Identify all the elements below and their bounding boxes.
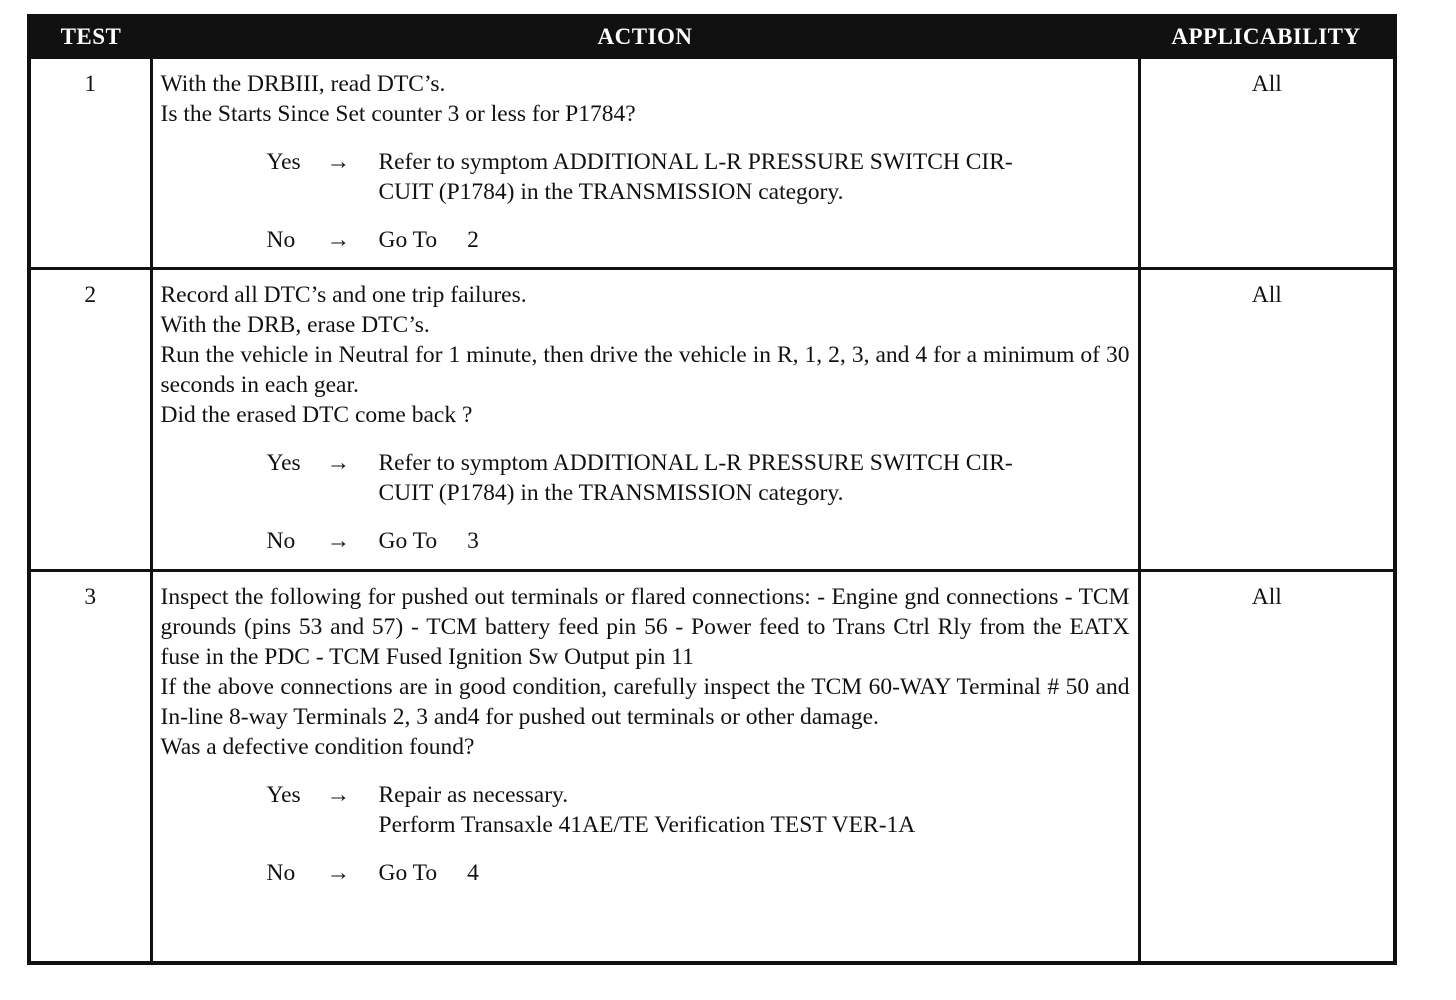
- yes-response: [161, 147, 1130, 207]
- right-arrow-icon: →: [326, 149, 350, 175]
- test-number: 3: [29, 571, 151, 963]
- no-response: [161, 225, 1130, 255]
- no-text: [379, 858, 1130, 888]
- no-label: No: [266, 860, 296, 886]
- action-cell: [151, 58, 1139, 269]
- applicability-cell: All: [1139, 269, 1395, 571]
- applicability-cell: All: [1139, 58, 1395, 269]
- goto-target: 2: [467, 227, 479, 253]
- action-line: With the DRBIII, read DTC’s.: [160, 71, 446, 97]
- no-response: [161, 526, 1130, 556]
- action-line: Did the erased DTC come back ?: [160, 402, 473, 428]
- yes-text-line: CUIT (P1784) in the TRANSMISSION category.: [378, 179, 844, 205]
- yes-text-line: Refer to symptom ADDITIONAL L-R PRESSURE SWITCH CIR-: [378, 450, 1013, 476]
- action-line: Record all DTC’s and one trip failures.: [160, 282, 527, 308]
- right-arrow-icon: →: [326, 528, 350, 554]
- goto-text: Go To: [378, 860, 438, 886]
- no-text: [379, 526, 1130, 556]
- yes-label: Yes: [266, 450, 301, 476]
- no-text: [379, 225, 1130, 255]
- header-applicability: APPLICABILITY: [1139, 16, 1395, 58]
- action-line: Inspect the following for pushed out terminals or flared connections: - Engine gnd connections - TCM grounds (pins 53 and 57) - TCM battery feed pin 56 - Power feed to Trans Ctrl Rly from the EATX fuse in the PDC - TCM Fused Ignition Sw Output pin 11: [160, 584, 1130, 670]
- yes-text-line: Repair as necessary.: [378, 782, 569, 808]
- right-arrow-icon: →: [326, 227, 350, 253]
- table-row: [29, 269, 1395, 571]
- right-arrow-icon: →: [326, 782, 350, 808]
- yes-label: Yes: [266, 149, 301, 175]
- yes-response: [161, 448, 1130, 508]
- goto-text: Go To: [378, 227, 438, 253]
- action-line: If the above connections are in good condition, carefully inspect the TCM 60-WAY Terminal # 50 and In-line 8-way Terminals 2, 3 and4 for pushed out terminals or other damage.: [160, 674, 1130, 730]
- no-response: [161, 858, 1130, 888]
- right-arrow-icon: →: [326, 860, 350, 886]
- action-line: Run the vehicle in Neutral for 1 minute, then drive the vehicle in R, 1, 2, 3, and 4 for a minimum of 30 seconds in each gear.: [160, 342, 1130, 398]
- goto-target: 3: [467, 528, 479, 554]
- yes-label: Yes: [266, 782, 301, 808]
- applicability-cell: All: [1139, 571, 1395, 963]
- yes-text: [379, 780, 1130, 840]
- action-line: Is the Starts Since Set counter 3 or less for P1784?: [160, 101, 636, 127]
- diagnostic-test-table: [27, 14, 1397, 965]
- test-number: 2: [29, 269, 151, 571]
- no-label: No: [266, 528, 296, 554]
- right-arrow-icon: →: [326, 450, 350, 476]
- goto-target: 4: [467, 860, 479, 886]
- yes-text: [379, 147, 1130, 207]
- action-line: With the DRB, erase DTC’s.: [160, 312, 430, 338]
- test-number: 1: [29, 58, 151, 269]
- yes-text-line: CUIT (P1784) in the TRANSMISSION category.: [378, 480, 844, 506]
- action-line: Was a defective condition found?: [160, 734, 475, 760]
- header-test: TEST: [29, 16, 151, 58]
- yes-text: [379, 448, 1130, 508]
- no-label: No: [266, 227, 296, 253]
- table-row: [29, 58, 1395, 269]
- table-row: [29, 571, 1395, 963]
- header-action: ACTION: [151, 16, 1139, 58]
- goto-text: Go To: [378, 528, 438, 554]
- action-cell: [151, 571, 1139, 963]
- table-header-row: [29, 16, 1395, 58]
- yes-text-line: Perform Transaxle 41AE/TE Verification TEST VER-1A: [378, 812, 916, 838]
- yes-text-line: Refer to symptom ADDITIONAL L-R PRESSURE SWITCH CIR-: [378, 149, 1013, 175]
- yes-response: [161, 780, 1130, 840]
- action-cell: [151, 269, 1139, 571]
